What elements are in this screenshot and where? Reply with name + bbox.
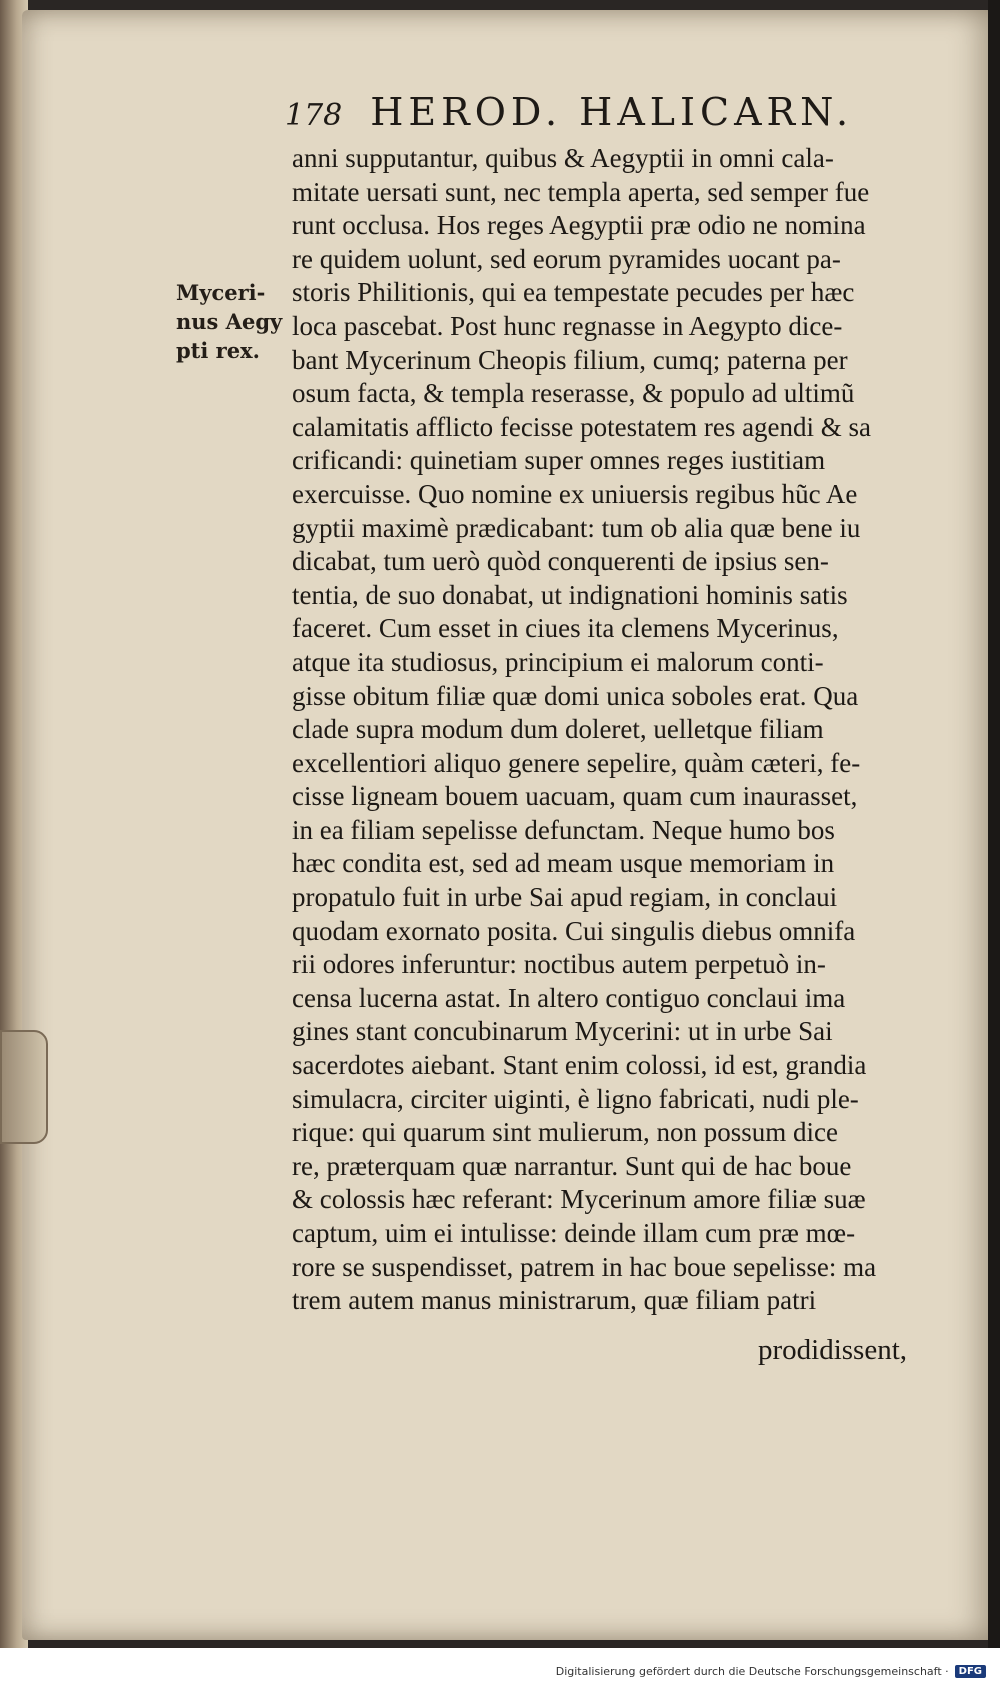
text-line: exercuisse. Quo nomine ex uniuersis regibus hũc Ae: [292, 478, 858, 509]
margin-note-line: pti rex.: [176, 338, 260, 363]
text-line: dicabat, tum uerò quòd conquerenti de ipsius sen-: [292, 546, 829, 577]
text-line: censa lucerna astat. In altero contiguo conclaui ima: [292, 982, 846, 1013]
text-line: storis Philitionis, qui ea tempestate pecudes per hæc: [292, 277, 855, 308]
text-line: re, præterquam quæ narrantur. Sunt qui de hac boue: [292, 1150, 852, 1181]
text-line: calamitatis afflicto fecisse potestatem res agendi & sa: [292, 411, 872, 442]
text-line: clade supra modum dum doleret, uelletque filiam: [292, 714, 824, 745]
margin-note-line: Myceri-: [176, 280, 266, 305]
page-clasp: [0, 1030, 48, 1144]
text-line: excellentiori aliquo genere sepelire, quàm cæteri, fe-: [292, 747, 861, 778]
footer-credit: Digitalisierung gefördert durch die Deutsche Forschungsgemeinschaft ·: [555, 1664, 949, 1678]
text-line: rii odores inferuntur: noctibus autem perpetuò in-: [292, 949, 826, 980]
text-line: propatulo fuit in urbe Sai apud regiam, in conclaui: [292, 882, 838, 913]
text-line: osum facta, & templa reserasse, & populo ad ultimũ: [292, 378, 855, 409]
margin-note-line: nus Aegy: [176, 309, 283, 334]
body-text: [292, 142, 932, 1318]
text-line: quodam exornato posita. Cui singulis diebus omnifa: [292, 915, 856, 946]
text-line: hæc condita est, sed ad meam usque memoriam in: [292, 848, 835, 879]
text-line: crificandi: quinetiam super omnes reges iustitiam: [292, 445, 826, 476]
page-header: [285, 90, 885, 134]
text-line: rique: qui quarum sint mulierum, non possum dice: [292, 1117, 838, 1148]
dfg-logo-icon: DFG: [955, 1665, 986, 1678]
page-number: 178: [285, 98, 343, 133]
text-line: simulacra, circiter uiginti, è ligno fabricati, nudi ple-: [292, 1083, 859, 1114]
text-line: loca pascebat. Post hunc regnasse in Aegypto dice-: [292, 310, 843, 341]
text-line: gines stant concubinarum Mycerini: ut in urbe Sai: [292, 1016, 833, 1047]
catchword: prodidissent,: [758, 1334, 908, 1366]
digitization-footer: [0, 1656, 1000, 1686]
margin-note: [176, 278, 286, 365]
text-line: atque ita studiosus, principium ei malorum conti-: [292, 646, 824, 677]
text-line: gisse obitum filiæ quæ domi unica soboles erat. Qua: [292, 680, 859, 711]
text-line: rore se suspendisset, patrem in hac boue sepelisse: ma: [292, 1251, 877, 1282]
text-line: tentia, de suo donabat, ut indignationi hominis satis: [292, 579, 848, 610]
text-line: sacerdotes aiebant. Stant enim colossi, id est, grandia: [292, 1050, 867, 1081]
text-line: & colossis hæc referant: Mycerinum amore filiæ suæ: [292, 1184, 866, 1215]
text-line: anni supputantur, quibus & Aegyptii in omni cala-: [292, 143, 834, 173]
page-shadow: [988, 0, 1000, 1648]
text-line: in ea filiam sepelisse defunctam. Neque humo bos: [292, 814, 835, 845]
text-line: gyptii maximè prædicabant: tum ob alia quæ bene iu: [292, 512, 861, 543]
text-line: re quidem uolunt, sed eorum pyramides uocant pa-: [292, 243, 841, 274]
text-line: faceret. Cum esset in ciues ita clemens Mycerinus,: [292, 613, 839, 644]
text-line: bant Mycerinum Cheopis filium, cumq; paterna per: [292, 344, 848, 375]
text-line: cisse ligneam bouem uacuam, quam cum inaurasset,: [292, 781, 858, 812]
running-title: HEROD. HALICARN.: [370, 90, 854, 134]
text-line: trem autem manus ministrarum, quæ filiam patri: [292, 1285, 817, 1316]
text-line: captum, uim ei intulisse: deinde illam cum præ mœ-: [292, 1218, 856, 1248]
text-line: runt occlusa. Hos reges Aegyptii præ odio ne nomina: [292, 210, 866, 241]
text-line: mitate uersati sunt, nec templa aperta, sed semper fue: [292, 176, 870, 207]
